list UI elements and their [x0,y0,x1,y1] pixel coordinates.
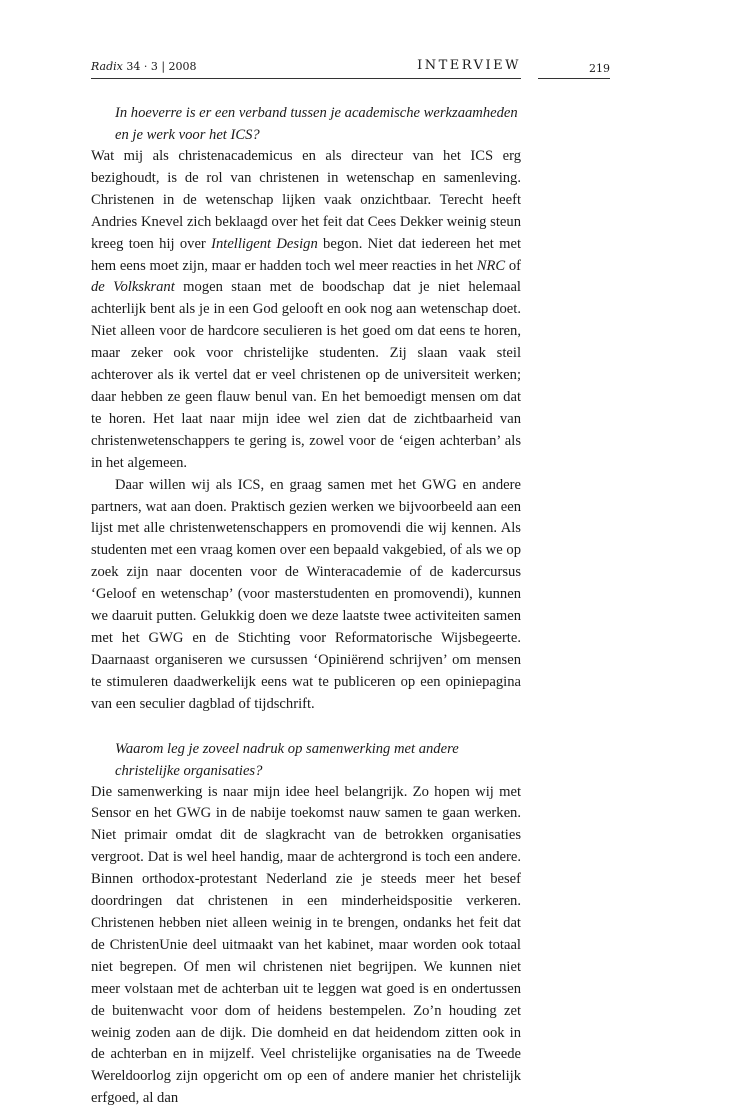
section-gap [91,716,521,738]
answer-paragraph: Daar willen wij als ICS, en graag samen met het GWG en andere partners, wat aan doen. Praktisch gezien werken we bijvoorbeeld aan een lijst met alle christenwetenschappers en promovendi die wij kennen. Als studenten met een vraag komen over een bepaald vakgebied, of als we op zoek zijn naar docenten voor de Winteracademie of de kadercursus ‘Geloof en wetenschap’ (voor masterstudenten en promovendi), kunnen we daaruit putten. Gelukkig doen we deze laatste twee activiteiten samen met het GWG en de Stichting voor Reformatorische Wijsbegeerte. Daarnaast organiseren we cursussen ‘Opiniërend schrijven’ om mensen te stimuleren daadwerkelijk eens wat te publiceren op een opiniepagina van een seculier dagblad of tijdschrift. [91,476,521,712]
answer-paragraph: Wat mij als christenacademicus en als directeur van het ICS erg bezighoudt, is de rol van christenen in wetenschap en samenleving. Christenen in de wetenschap lijken vaak onzichtbaar. Terecht heeft Andries Knevel zich beklaagd over het feit dat Cees Dekker weinig steun kreeg toen hij over Intelligent Design begon. Niet dat iedereen het met hem eens moet zijn, maar er hadden toch wel meer reacties in het NRC of de Volkskrant mogen staan met de boodschap dat je niet helemaal achterlijk bent als je in een God gelooft en ook nog aan wetenschap doet. Niet alleen voor de hardcore seculieren is het goed om dat eens te horen, maar zeker ook voor christelijke studenten. Zij slaan vaak steil achterover als ik vertel dat er veel christenen op de universiteit werken; daar hebben ze geen flauw benul van. En het bemoedigt mensen om dat te horen. Het laat naar mijn idee wel zien dat de zichtbaarheid van christenwetenschappers te gering is, zowel voor de ‘eigen achterban’ als in het algemeen. [91,148,521,471]
answer-paragraph: Die samenwerking is naar mijn idee heel belangrijk. Zo hopen wij met Sensor en het GWG in de nabije toekomst nauw samen te gaan werken. Niet primair omdat dit de slagkracht van de betrokken organisaties vergroot. Dat is wel heel handig, maar de achtergrond is toch een andere. Binnen orthodox-protestant Nederland zie je steeds meer het besef doordringen dat christenen in een minderheidspositie verkeren. Christenen hebben niet alleen weinig in te brengen, ondanks het feit dat de ChristenUnie deel uitmaakt van het kabinet, maar worden ook totaal niet begrepen. Of men wil christenen niet begrijpen. We kunnen niet meer volstaan met de achterban uit te leggen wat goed is en ondertussen de buitenwacht voor dom of heidens bestempelen. Zo’n houding zet weinig zoden aan de dijk. Die domheid en dat heidendom zitten ook in de achterban en in mijzelf. Veel christelijke organisaties na de Tweede Wereldoorlog zijn opgericht om op een of andere manier het christelijk erfgoed, al dan [91,783,521,1107]
journal-issue: 34 · 3 | 2008 [126,60,197,73]
emphasis: Intelligent Design [211,235,318,252]
interview-question: Waarom leg je zoveel nadruk op samenwerking met andere christelijke organisaties? [115,740,459,779]
journal-citation [91,60,197,73]
header-rule [91,78,521,79]
journal-name: Radix [91,60,123,73]
article-body [91,102,521,1110]
interview-question: In hoeverre is er een verband tussen je academische werkzaamheden en je werk voor het ICS? [115,105,518,143]
page-number: 219 [589,62,610,75]
header-rule-margin [538,78,610,79]
section-label: INTERVIEW [417,58,521,73]
emphasis: de Volkskrant [91,279,175,296]
emphasis: NRC [476,257,506,274]
running-header [91,60,521,80]
